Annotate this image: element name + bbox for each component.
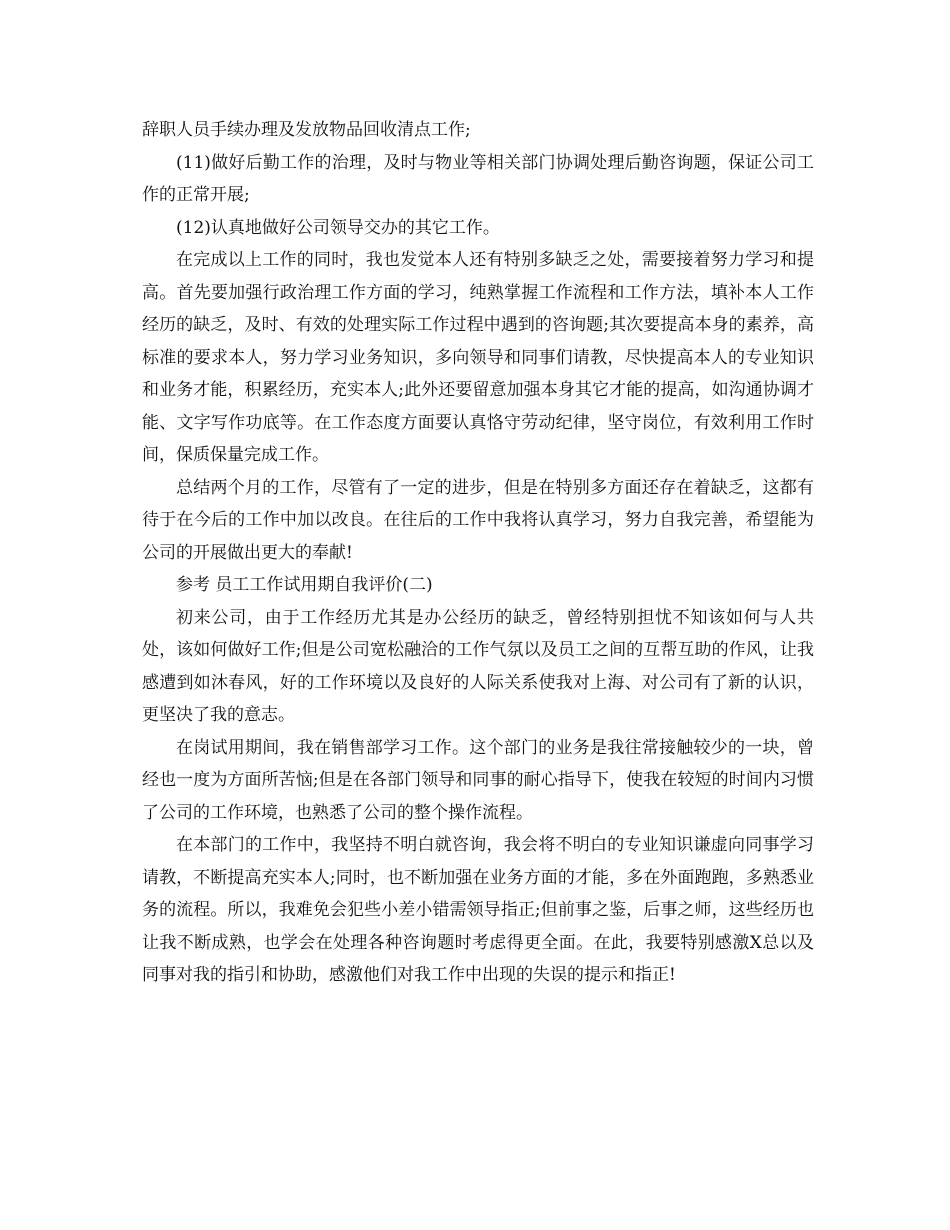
- section-heading: 参考 员工工作试用期自我评价(二): [176, 575, 433, 595]
- paragraph-4: 在完成以上工作的同时，我也发觉本人还有特别多缺乏之处，需要接着努力学习和提高。首先要加强行政治理工作方面的学习，纯熟掌握工作流程和工作方法，填补本人工作经历的缺乏，及时、有效的处理实际工作过程中遇到的咨询题;其次要提高本身的素养，高标准的要求本人，努力学习业务知识，多向领导和同事们请教，尽快提高本人的专业知识和业务才能，积累经历，充实本人;此外还要留意加强本身其它才能的提高，如沟通协调才能、文字写作功底等。在工作态度方面要认真恪守劳动纪律，坚守岗位，有效利用工作时间，保质保量完成工作。: [142, 250, 814, 465]
- paragraph-9: 在本部门的工作中，我坚持不明白就咨询，我会将不明白的专业知识谦虚向同事学习请教，不断提高充实本人;同时，也不断加强在业务方面的才能，多在外面跑跑，多熟悉业务的流程。所以，我难免会犯些小差小错需领导指正;但前事之鉴，后事之师，这些经历也让我不断成熟，也学会在处理各种咨询题时考虑得更全面。在此，我要特别感激X总以及同事对我的指引和协助，感激他们对我工作中出现的失误的提示和指正!: [142, 835, 814, 985]
- document-body: [142, 114, 814, 992]
- paragraph-3: (12)认真地做好公司领导交办的其它工作。: [176, 217, 500, 238]
- paragraph-2: (11)做好后勤工作的治理，及时与物业等相关部门协调处理后勤咨询题，保证公司工作的正常开展;: [142, 152, 814, 205]
- paragraph-5: 总结两个月的工作，尽管有了一定的进步，但是在特别多方面还存在着缺乏，这都有待于在今后的工作中加以改良。在往后的工作中我将认真学习，努力自我完善，希望能为公司的开展做出更大的奉献!: [142, 477, 814, 563]
- paragraph-7: 初来公司，由于工作经历尤其是办公经历的缺乏，曾经特别担忧不知该如何与人共处，该如何做好工作;但是公司宽松融洽的工作气氛以及员工之间的互帮互助的作风，让我感遭到如沐春风，好的工作环境以及良好的人际关系使我对上海、对公司有了新的认识，更坚决了我的意志。: [142, 607, 814, 725]
- paragraph-8: 在岗试用期间，我在销售部学习工作。这个部门的业务是我往常接触较少的一块，曾经也一度为方面所苦恼;但是在各部门领导和同事的耐心指导下，使我在较短的时间内习惯了公司的工作环境，也熟悉了公司的整个操作流程。: [142, 737, 814, 823]
- paragraph-1: 辞职人员手续办理及发放物品回收清点工作;: [142, 120, 471, 140]
